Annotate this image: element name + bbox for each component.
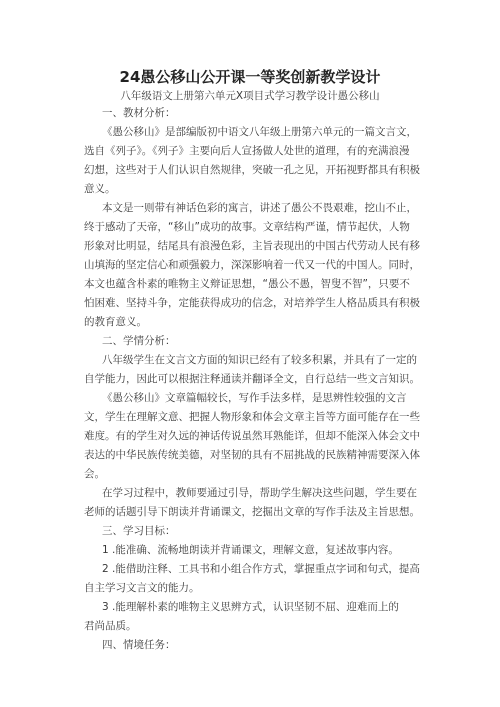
- paragraph-line: 本文是一则带有神话色彩的寓言，讲述了愚公不畏艰难，挖山不止，: [102, 202, 417, 214]
- document-title: 24愚公移山公开课一等奖创新教学设计: [119, 68, 381, 86]
- paragraph-line: 表达的中华民族传统美德，对坚韧的具有不屈挑战的民族精神需要深入体: [84, 449, 420, 461]
- goal-item: 1 .能准确、流畅地朗读并背诵课文，理解文意，复述故事内容。: [102, 544, 399, 556]
- paragraph-line: 在学习过程中，教师要通过引导，帮助学生解决这些问题，学生要在: [102, 487, 417, 499]
- section-heading-textbook-analysis: 一、教材分析：: [102, 107, 176, 119]
- paragraph-line: 《愚公移山》是部编版初中语文八年级上册第六单元的一篇文言文，: [102, 126, 417, 138]
- goal-item: 2 .能借助注释、工具书和小组合作方式，掌握重点字词和句式，提高: [102, 563, 420, 575]
- paragraph-line: 的教育意义。: [84, 316, 147, 328]
- paragraph-line: 文，学生在理解文意、把握人物形象和体会文章主旨等方面可能存在一些: [84, 411, 420, 423]
- paragraph-line: 会。: [84, 468, 105, 480]
- goal-item-continuation: 自主学习文言文的能力。: [84, 582, 200, 594]
- paragraph-line: 老师的话题引导下朗读并背诵课文，挖掘出文章的写作手法及主旨思想。: [84, 506, 420, 518]
- document-subtitle: 八年级语文上册第六单元X项目式学习教学设计愚公移山: [120, 90, 380, 102]
- goal-item: 3 .能理解朴素的唯物主义思辨方式，认识坚韧不屈、迎难而上的: [102, 601, 399, 613]
- paragraph-line: 意义。: [84, 183, 116, 195]
- paragraph-line: 终于感动了天帝，“移山”成功的故事。文章结构严谨，情节起伏，人物: [84, 221, 410, 233]
- paragraph-line: 怕困难、坚持斗争，定能获得成功的信念，对培养学生人格品质具有积极: [84, 297, 420, 309]
- section-heading-learner-analysis: 二、学情分析：: [102, 335, 176, 347]
- paragraph-line: 《愚公移山》文章篇幅较长，写作手法多样，是思辨性较强的文言: [102, 392, 407, 404]
- paragraph-line: 山填海的坚定信心和顽强毅力，深深影响着一代又一代的中国人。同时，: [84, 259, 420, 271]
- goal-item-continuation: 君尚品质。: [84, 620, 137, 632]
- paragraph-line: 难度。有的学生对久远的神话传说虽然耳熟能详，但却不能深入体会文中: [84, 430, 420, 442]
- section-heading-situation-task: 四、情境任务：: [102, 639, 176, 651]
- paragraph-line: 幻想，这些对于人们认识自然规律，突破一孔之见，开拓视野都具有积极: [84, 164, 420, 176]
- paragraph-line: 本文也蕴含朴素的唯物主义辩证思想，“愚公不愚，智叟不智”，只要不: [84, 278, 410, 290]
- paragraph-line: 自学能力，因此可以根据注释通读并翻译全文，自行总结一些文言知识。: [84, 373, 420, 385]
- paragraph-line: 形象对比明显，结尾具有浪漫色彩，主旨表现出的中国古代劳动人民有移: [84, 240, 420, 252]
- section-heading-learning-goals: 三、学习目标：: [102, 525, 176, 537]
- paragraph-line: 八年级学生在文言文方面的知识已经有了较多积累，并具有了一定的: [102, 354, 417, 366]
- paragraph-line: 选自《列子》。《列子》主要向后人宣扬做人处世的道理，有的充满浪漫: [84, 145, 410, 157]
